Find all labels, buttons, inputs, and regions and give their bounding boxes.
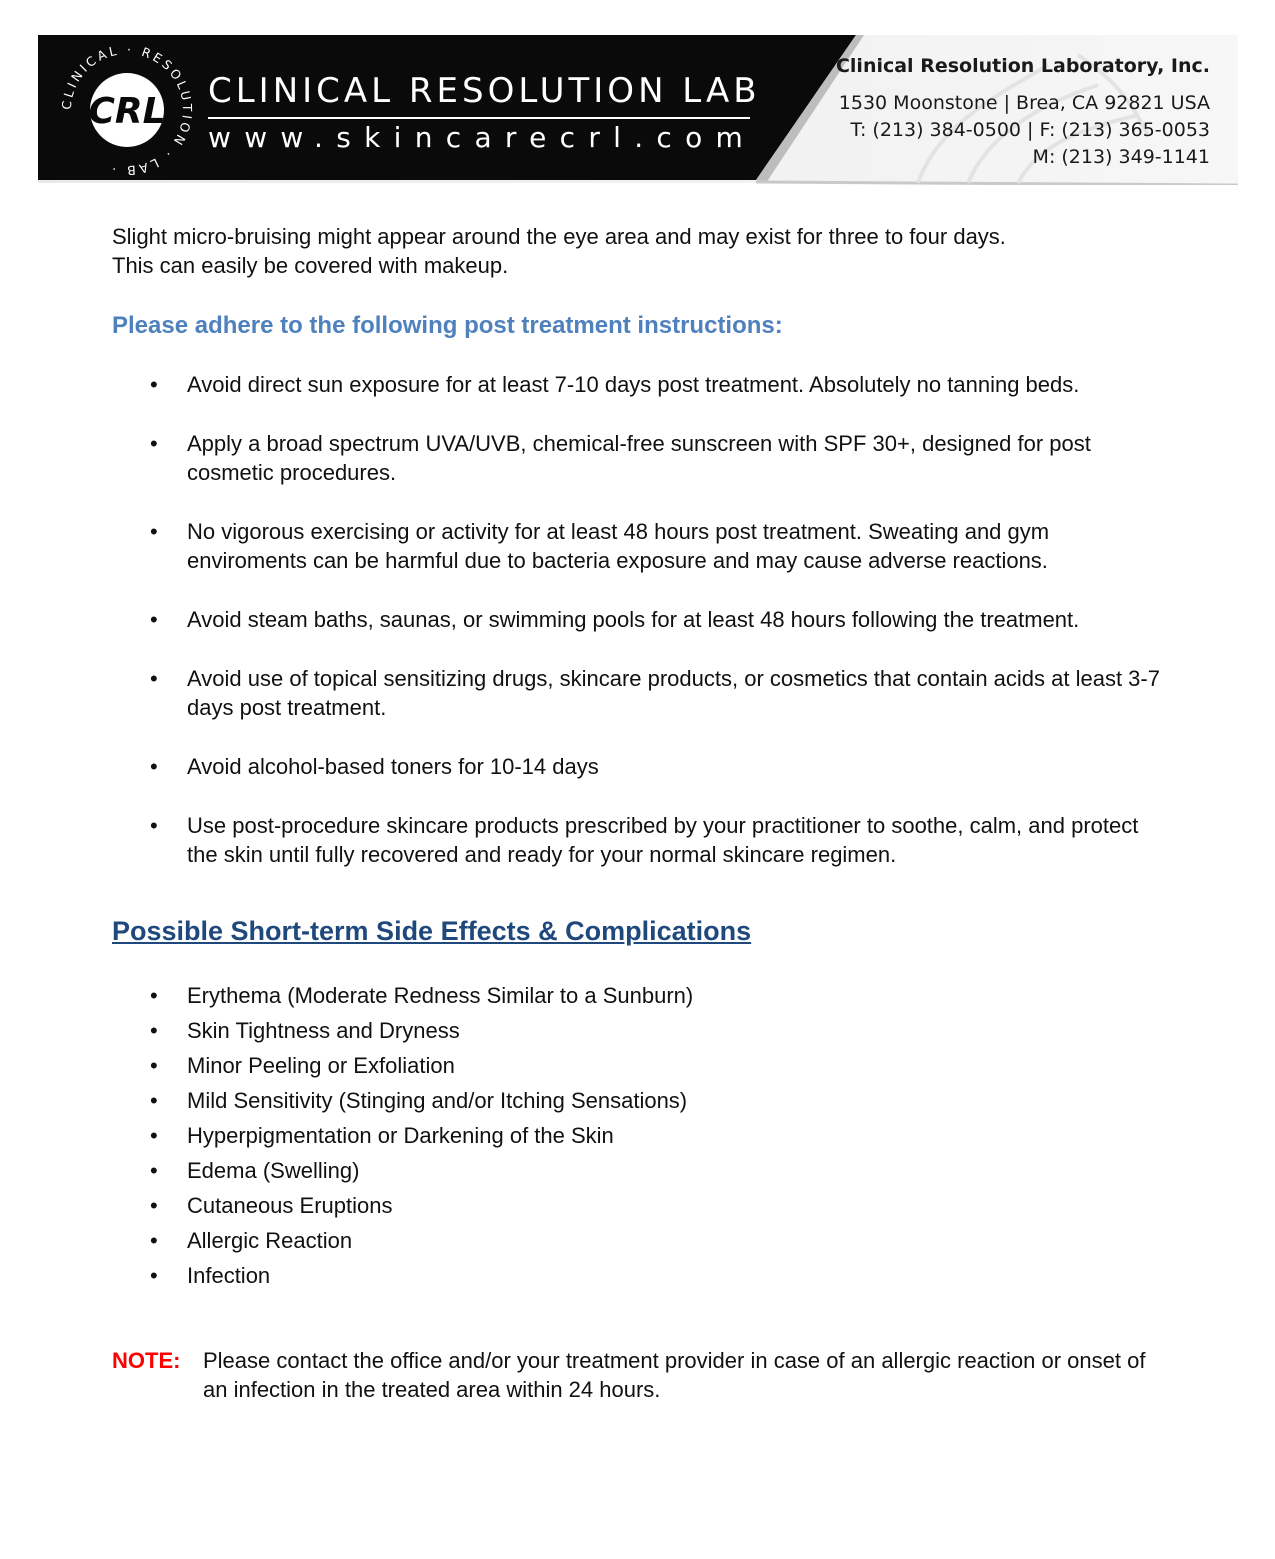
note-text: Please contact the office and/or your treatment provider in case of an allergic reaction or onset of an infection in the treated area within 24 hours. — [203, 1348, 1146, 1402]
list-item: • Infection — [112, 1258, 1162, 1293]
note-block — [112, 1346, 1162, 1404]
logo-ring-text: CLINICAL · RESOLUTION · LAB · — [58, 41, 196, 179]
bullet-icon: • — [150, 607, 158, 632]
list-item: • Erythema (Moderate Redness Similar to a Sunburn) — [112, 978, 1162, 1013]
title-divider — [208, 117, 750, 119]
list-item: • Cutaneous Eruptions — [112, 1188, 1162, 1223]
bullet-icon: • — [150, 754, 158, 779]
bullet-icon: • — [150, 1018, 158, 1043]
bullet-icon: • — [150, 1193, 158, 1218]
lab-website[interactable]: www.skincarecrl.com — [208, 121, 757, 154]
list-item: • Hyperpigmentation or Darkening of the Skin — [112, 1118, 1162, 1153]
logo-monogram: CRL — [88, 91, 166, 132]
list-item: • No vigorous exercising or activity for at least 48 hours post treatment. Sweating and gym enviroments can be harmful due to bacteria exposure and may cause adverse reactions. — [150, 519, 1050, 573]
list-item: • Apply a broad spectrum UVA/UVB, chemical-free sunscreen with SPF 30+, designed for post cosmetic procedures. — [150, 431, 1091, 485]
lab-title: CLINICAL RESOLUTION LAB — [208, 71, 761, 111]
bullet-icon: • — [150, 519, 158, 544]
crl-logo — [58, 41, 196, 179]
list-item: • Avoid alcohol-based toners for 10-14 days — [150, 754, 599, 779]
list-item: • Skin Tightness and Dryness — [112, 1013, 1162, 1048]
bullet-icon: • — [150, 1263, 158, 1288]
instructions-list — [112, 370, 1162, 869]
bullet-icon: • — [150, 983, 158, 1008]
list-item: • Avoid direct sun exposure for at least 7-10 days post treatment. Absolutely no tanning beds. — [150, 372, 1080, 397]
bullet-icon: • — [150, 431, 158, 456]
bullet-icon: • — [150, 1088, 158, 1113]
intro-line-2: This can easily be covered with makeup. — [112, 253, 509, 278]
company-phone-fax: T: (213) 384-0500 | F: (213) 365-0053 — [850, 119, 1210, 141]
list-item: • Mild Sensitivity (Stinging and/or Itching Sensations) — [112, 1083, 1162, 1118]
side-effects-heading: Possible Short-term Side Effects & Complications — [112, 916, 752, 946]
bullet-icon: • — [150, 1053, 158, 1078]
company-address: 1530 Moonstone | Brea, CA 92821 USA — [838, 92, 1210, 114]
list-item: • Edema (Swelling) — [112, 1153, 1162, 1188]
bullet-icon: • — [150, 666, 158, 691]
bullet-icon: • — [150, 1158, 158, 1183]
note-label: NOTE: — [112, 1348, 181, 1373]
instructions-heading: Please adhere to the following post treatment instructions: — [112, 312, 783, 339]
contact-block — [836, 52, 1210, 171]
intro-paragraph — [112, 222, 1162, 280]
list-item: • Avoid steam baths, saunas, or swimming pools for at least 48 hours following the treatment. — [150, 607, 1080, 632]
bullet-icon: • — [150, 1123, 158, 1148]
intro-line-1: Slight micro-bruising might appear around the eye area and may exist for three to four days. — [112, 224, 1006, 249]
bullet-icon: • — [150, 813, 158, 838]
document-body — [112, 222, 1162, 1404]
list-item: • Use post-procedure skincare products prescribed by your practitioner to soothe, calm, and protect the skin until fully recovered and ready for your normal skincare regimen. — [150, 813, 1139, 867]
list-item: • Minor Peeling or Exfoliation — [112, 1048, 1162, 1083]
company-mobile: M: (213) 349-1141 — [1032, 146, 1210, 168]
company-name: Clinical Resolution Laboratory, Inc. — [835, 55, 1210, 77]
bullet-icon: • — [150, 1228, 158, 1253]
bullet-icon: • — [150, 372, 158, 397]
side-effects-list — [112, 978, 1162, 1293]
list-item: • Allergic Reaction — [112, 1223, 1162, 1258]
letterhead — [38, 35, 1238, 185]
list-item: • Avoid use of topical sensitizing drugs, skincare products, or cosmetics that contain acids at least 3-7 days post treatment. — [150, 666, 1160, 720]
